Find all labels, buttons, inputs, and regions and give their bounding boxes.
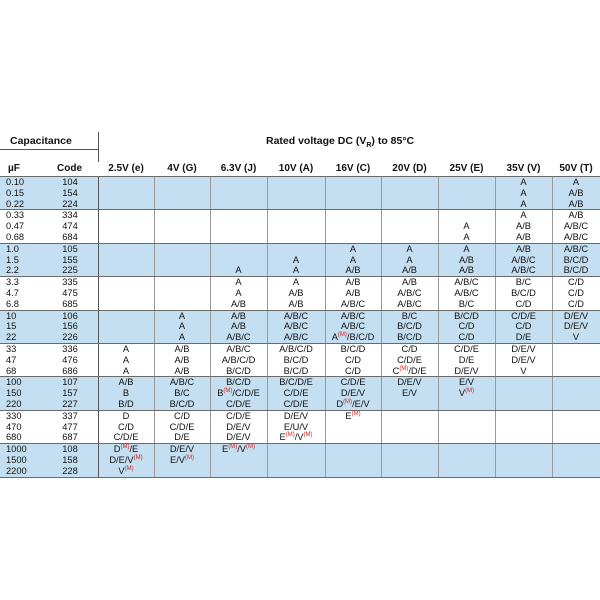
m-marker: (M) [120, 444, 130, 451]
case-size-cell: A/B [231, 321, 246, 332]
case-size-cell: A [520, 177, 527, 187]
case-size-cell: $A^{(M)}/B/C/D$ [331, 332, 375, 343]
case-size-cell: A [463, 243, 470, 254]
voltage-column-header: 35V (V) [506, 163, 541, 174]
case-size-cell: A [406, 254, 413, 265]
case-size-cell: D/E/V [563, 310, 589, 321]
case-size-cell: D/E/V [454, 365, 479, 376]
case-size-cell: A/B [174, 343, 190, 354]
case-size-cell: A/B [516, 243, 531, 254]
capacitance-code: 104 [62, 177, 78, 187]
capacitance-value: 68 [6, 365, 17, 376]
case-size-cell: E/V [402, 388, 417, 399]
rated-voltage-title: Rated voltage DC $(V_R)$ to 85°C [266, 135, 415, 150]
case-size-cell: A [235, 277, 242, 288]
capacitance-code: 155 [62, 254, 78, 265]
voltage-column-header: 6.3V (J) [220, 163, 257, 174]
case-size-cell: A [122, 354, 130, 365]
table-row [0, 321, 600, 332]
case-size-cell: A/B/C [454, 287, 479, 298]
case-size-cell: A/B [118, 377, 134, 388]
case-size-cell: D/E [174, 432, 190, 443]
case-size-cell: C/D [515, 321, 532, 332]
case-size-cell: A/B/C [511, 265, 536, 276]
case-size-cell: $V^{(M)}$ [458, 388, 475, 399]
uf-column-header: µF [8, 163, 20, 174]
case-size-cell: A/B/C [563, 243, 589, 254]
capacitance-code: 106 [62, 310, 78, 321]
row-group [0, 343, 600, 376]
case-size-cell: $E^{(M)}/V^{(M)}$ [222, 444, 255, 455]
case-size-cell: B/C [458, 298, 475, 309]
case-size-cell: $E^{(M)}$ [345, 410, 361, 421]
capacitance-code: 475 [62, 287, 78, 298]
case-size-cell: A/B/C [283, 321, 309, 332]
case-size-cell: C/D/E [283, 388, 309, 399]
capacitance-title: Capacitance [10, 135, 72, 147]
case-size-cell: A/B [402, 277, 417, 288]
case-size-cell: $D^{(M)}/E/V$ [336, 398, 370, 409]
m-marker: (M) [285, 432, 295, 439]
case-size-cell: A/B/C [340, 321, 366, 332]
case-size-cell: A [406, 243, 413, 254]
m-marker: (M) [223, 388, 233, 395]
case-size-cell: A [520, 187, 527, 198]
column-header-row [0, 162, 600, 176]
case-size-cell: A [178, 321, 186, 332]
capacitance-value: 470 [6, 421, 22, 432]
case-size-cell: A/B [402, 265, 417, 276]
table-row [0, 299, 600, 310]
case-size-cell: A/B/C [511, 254, 536, 265]
table-row [0, 277, 600, 288]
case-size-cell: A/B [288, 287, 304, 298]
capacitance-code: 107 [62, 377, 78, 388]
table-row [0, 377, 600, 388]
capacitance-code: 158 [62, 454, 78, 465]
case-size-cell: C/D/E [340, 377, 366, 388]
case-size-cell: D/E/V [397, 377, 422, 388]
case-size-cell: C/D/E [226, 398, 251, 409]
case-size-cell: $E^{(M)}/V^{(M)}$ [279, 432, 313, 443]
capacitance-code: 227 [62, 398, 78, 409]
capacitor-voltage-table [0, 132, 600, 478]
voltage-column-header: 2.5V (e) [108, 163, 144, 174]
case-size-cell: A [292, 254, 300, 265]
capacitance-value: 3.3 [6, 277, 19, 288]
case-size-cell: C/D [458, 332, 475, 343]
m-marker: (M) [399, 365, 409, 372]
capacitance-value: 0.10 [6, 177, 25, 187]
capacitance-code: 336 [62, 343, 78, 354]
capacitance-code: 225 [62, 265, 78, 276]
case-size-cell: $D/E/V^{(M)}$ [109, 454, 143, 465]
case-size-cell: E/V [459, 377, 474, 388]
case-size-cell: D/E/V [511, 343, 536, 354]
table-row [0, 399, 600, 410]
case-size-cell: A [572, 177, 580, 187]
case-size-cell: A/B [174, 365, 190, 376]
capacitance-code: 334 [62, 210, 78, 221]
capacitance-value: 4.7 [6, 287, 19, 298]
case-size-cell: A/B [174, 354, 190, 365]
m-marker: (M) [351, 410, 361, 417]
capacitance-value: 1500 [6, 454, 27, 465]
m-marker: (M) [133, 454, 143, 461]
case-size-cell: B/C/D [563, 265, 589, 276]
m-marker: (M) [337, 332, 347, 339]
capacitance-value: 0.15 [6, 187, 25, 198]
capacitance-code: 476 [62, 354, 78, 365]
case-size-cell: D/E/V [511, 354, 536, 365]
m-marker: (M) [343, 398, 353, 405]
case-size-cell: C/D [515, 298, 532, 309]
case-size-cell: B/C [174, 388, 190, 399]
case-size-cell: A [122, 365, 130, 376]
case-size-cell: $C^{(M)}/D/E$ [392, 365, 427, 376]
capacitance-value: 0.33 [6, 210, 25, 221]
case-size-cell: C/D [344, 354, 361, 365]
row-group [0, 376, 600, 409]
table-header [0, 132, 600, 162]
case-size-cell: C/D/E [113, 432, 139, 443]
case-size-cell: V [572, 332, 580, 343]
case-size-cell: A/B/C [563, 221, 589, 232]
m-marker: (M) [124, 465, 134, 472]
voltage-column-header: 20V (D) [392, 163, 427, 174]
case-size-cell: A/B [516, 231, 531, 242]
case-size-cell: A [235, 287, 242, 298]
capacitance-value: 680 [6, 432, 22, 443]
voltage-column-header: 25V (E) [449, 163, 484, 174]
capacitance-value: 2200 [6, 465, 27, 476]
table-row [0, 221, 600, 232]
voltage-column-header: 16V (C) [335, 163, 371, 174]
table-row [0, 288, 600, 299]
case-size-cell: A [235, 265, 242, 276]
case-size-cell: B/C/D [454, 310, 479, 321]
case-size-cell: A [178, 310, 186, 321]
case-size-cell: V [520, 365, 527, 376]
code-column-header: Code [57, 163, 82, 174]
case-size-cell: C/D/E [283, 398, 309, 409]
case-size-cell: B/C/D [340, 343, 366, 354]
case-size-cell: D/E/V [169, 444, 195, 455]
case-size-cell: B/C/D [283, 354, 309, 365]
voltage-column-header: 4V (G) [167, 163, 197, 174]
m-marker: (M) [246, 444, 255, 451]
case-size-cell: B/C/D [283, 365, 309, 376]
capacitance-code: 335 [62, 277, 78, 288]
case-size-cell: A/B [345, 265, 361, 276]
voltage-column-header: 10V (A) [278, 163, 314, 174]
case-size-cell: B/C/D [511, 287, 536, 298]
case-size-cell: A/B/C [340, 310, 366, 321]
capacitance-code: 157 [62, 388, 78, 399]
case-size-cell: $V^{(M)}$ [118, 465, 134, 476]
capacitance-value: 0.47 [6, 221, 25, 232]
case-size-cell: A/B/C/D [221, 354, 256, 365]
row-group [0, 276, 600, 309]
capacitance-code: 685 [62, 298, 78, 309]
table-row [0, 422, 600, 433]
case-size-cell: C/D/E [397, 354, 422, 365]
capacitance-value: 47 [6, 354, 17, 365]
case-size-cell: A/B [231, 298, 246, 309]
case-size-cell: A [520, 210, 527, 221]
case-size-cell: A/B/C [563, 231, 589, 242]
case-size-cell: A/B [568, 187, 584, 198]
case-size-cell: C/D [401, 343, 418, 354]
case-size-cell: B/C/D [226, 377, 251, 388]
capacitance-value: 0.68 [6, 231, 25, 242]
case-size-cell: A/B [516, 221, 531, 232]
table-row [0, 255, 600, 266]
case-size-cell: C/D/E [454, 343, 479, 354]
table-row [0, 199, 600, 210]
case-size-cell: A [292, 265, 300, 276]
capacitance-code: 156 [62, 321, 78, 332]
table-bottom-rule [0, 477, 600, 478]
case-size-cell: C/D/E [511, 310, 536, 321]
case-size-cell: C/D [344, 365, 361, 376]
case-size-cell: D/E/V [283, 410, 309, 421]
case-size-cell: A/B/C [397, 287, 422, 298]
table-row [0, 210, 600, 221]
capacitance-value: 220 [6, 398, 22, 409]
case-size-cell: C/D [567, 277, 584, 288]
voltage-column-header: 50V (T) [559, 163, 593, 174]
header-underline [0, 149, 98, 150]
table-row [0, 188, 600, 199]
case-size-cell: $E/V^{(M)}$ [170, 454, 194, 465]
case-size-cell: C/D [458, 321, 475, 332]
row-group [0, 176, 600, 209]
case-size-cell: C/D/E [226, 410, 251, 421]
table-row [0, 388, 600, 399]
capacitance-value: 150 [6, 388, 22, 399]
row-group [0, 443, 600, 476]
capacitance-code: 337 [62, 410, 78, 421]
capacitance-value: 1.5 [6, 254, 19, 265]
case-size-cell: A/B [459, 265, 474, 276]
case-size-cell: B/C/D [397, 332, 422, 343]
capacitance-value: 6.8 [6, 298, 19, 309]
case-size-cell: B [122, 388, 130, 399]
case-size-cell: A/B/C [226, 343, 251, 354]
capacitance-value: 0.22 [6, 198, 25, 209]
capacitance-code: 226 [62, 332, 78, 343]
capacitance-code: 477 [62, 421, 78, 432]
table-row [0, 432, 600, 443]
case-size-cell: D [122, 410, 130, 421]
row-group [0, 243, 600, 276]
capacitance-value: 1.0 [6, 243, 19, 254]
capacitance-code: 154 [62, 187, 78, 198]
m-marker: (M) [185, 454, 194, 461]
case-size-cell: B/D [118, 398, 134, 409]
table-row [0, 411, 600, 422]
case-size-cell: A/B [231, 310, 246, 321]
table-row [0, 444, 600, 455]
case-size-cell: A/B/C/D [279, 343, 313, 354]
case-size-cell: B/C/D [397, 321, 422, 332]
case-size-cell: A [463, 231, 470, 242]
case-size-cell: A [349, 243, 357, 254]
case-size-cell: A/B/C [340, 298, 366, 309]
row-group [0, 209, 600, 242]
m-marker: (M) [303, 432, 313, 439]
capacitance-value: 15 [6, 321, 17, 332]
case-size-cell: $B^{(M)}/C/D/E$ [217, 388, 260, 399]
row-group [0, 410, 600, 443]
capacitance-code: 105 [62, 243, 78, 254]
case-size-cell: A [178, 332, 186, 343]
table-row [0, 232, 600, 243]
capacitance-code: 474 [62, 221, 78, 232]
case-size-cell: B/C/D [226, 365, 251, 376]
case-size-cell: A/B [459, 254, 474, 265]
case-size-cell: D/E/V [340, 388, 366, 399]
capacitance-code: 686 [62, 365, 78, 376]
header-divider [98, 132, 99, 162]
table-row [0, 332, 600, 343]
case-size-cell: B/C/D/E [279, 377, 313, 388]
capacitance-value: 33 [6, 343, 17, 354]
case-size-cell: A/B/C [397, 298, 422, 309]
case-size-cell: $D^{(M)}/E$ [113, 444, 139, 455]
case-size-cell: B/C [515, 277, 532, 288]
capacitance-value: 22 [6, 332, 17, 343]
case-size-cell: C/D [117, 421, 134, 432]
m-marker: (M) [465, 388, 475, 395]
table-row [0, 244, 600, 255]
case-size-cell: A/B/C [169, 377, 195, 388]
table-row [0, 355, 600, 366]
capacitance-value: 330 [6, 410, 22, 421]
case-size-cell: A/B [288, 298, 304, 309]
case-size-cell: A [122, 343, 130, 354]
case-size-cell: B/C/D [563, 254, 589, 265]
case-size-cell: C/D [567, 287, 584, 298]
table-row [0, 344, 600, 355]
case-size-cell: D/E/V [226, 432, 251, 443]
case-size-cell: D/E [458, 354, 475, 365]
table-row [0, 311, 600, 322]
case-size-cell: A [520, 198, 527, 209]
table-row [0, 265, 600, 276]
table-row [0, 366, 600, 377]
case-size-cell: D/E/V [226, 421, 251, 432]
capacitance-value: 100 [6, 377, 22, 388]
capacitance-code: 108 [62, 444, 78, 455]
capacitance-code: 687 [62, 432, 78, 443]
case-size-cell: D/E/V [563, 321, 589, 332]
capacitance-value: 10 [6, 310, 17, 321]
case-size-cell: A/B [568, 210, 584, 221]
table-row [0, 466, 600, 477]
capacitance-code: 684 [62, 231, 78, 242]
case-size-cell: A/B [568, 198, 584, 209]
case-size-cell: A/B/C [226, 332, 251, 343]
case-size-cell: C/D [567, 298, 584, 309]
capacitance-code: 224 [62, 198, 78, 209]
table-row [0, 455, 600, 466]
capacitance-code: 228 [62, 465, 78, 476]
case-size-cell: C/D [173, 410, 190, 421]
row-group [0, 310, 600, 343]
capacitance-value: 1000 [6, 444, 27, 455]
m-marker: (M) [228, 444, 238, 451]
case-size-cell: B/C [401, 310, 418, 321]
capacitance-value: 2.2 [6, 265, 19, 276]
case-size-cell: B/C/D [169, 398, 195, 409]
case-size-cell: A/B/C [283, 332, 309, 343]
case-size-cell: C/D/E [169, 421, 195, 432]
case-size-cell: E/U/V [283, 421, 309, 432]
case-size-cell: A/B/C [454, 277, 479, 288]
case-size-cell: A [292, 277, 300, 288]
case-size-cell: A [349, 254, 357, 265]
case-size-cell: D/E [515, 332, 532, 343]
table-row [0, 177, 600, 188]
case-size-cell: A [463, 221, 470, 232]
case-size-cell: A/B/C [283, 310, 309, 321]
case-size-cell: A/B [345, 277, 361, 288]
case-size-cell: A/B [345, 287, 361, 298]
